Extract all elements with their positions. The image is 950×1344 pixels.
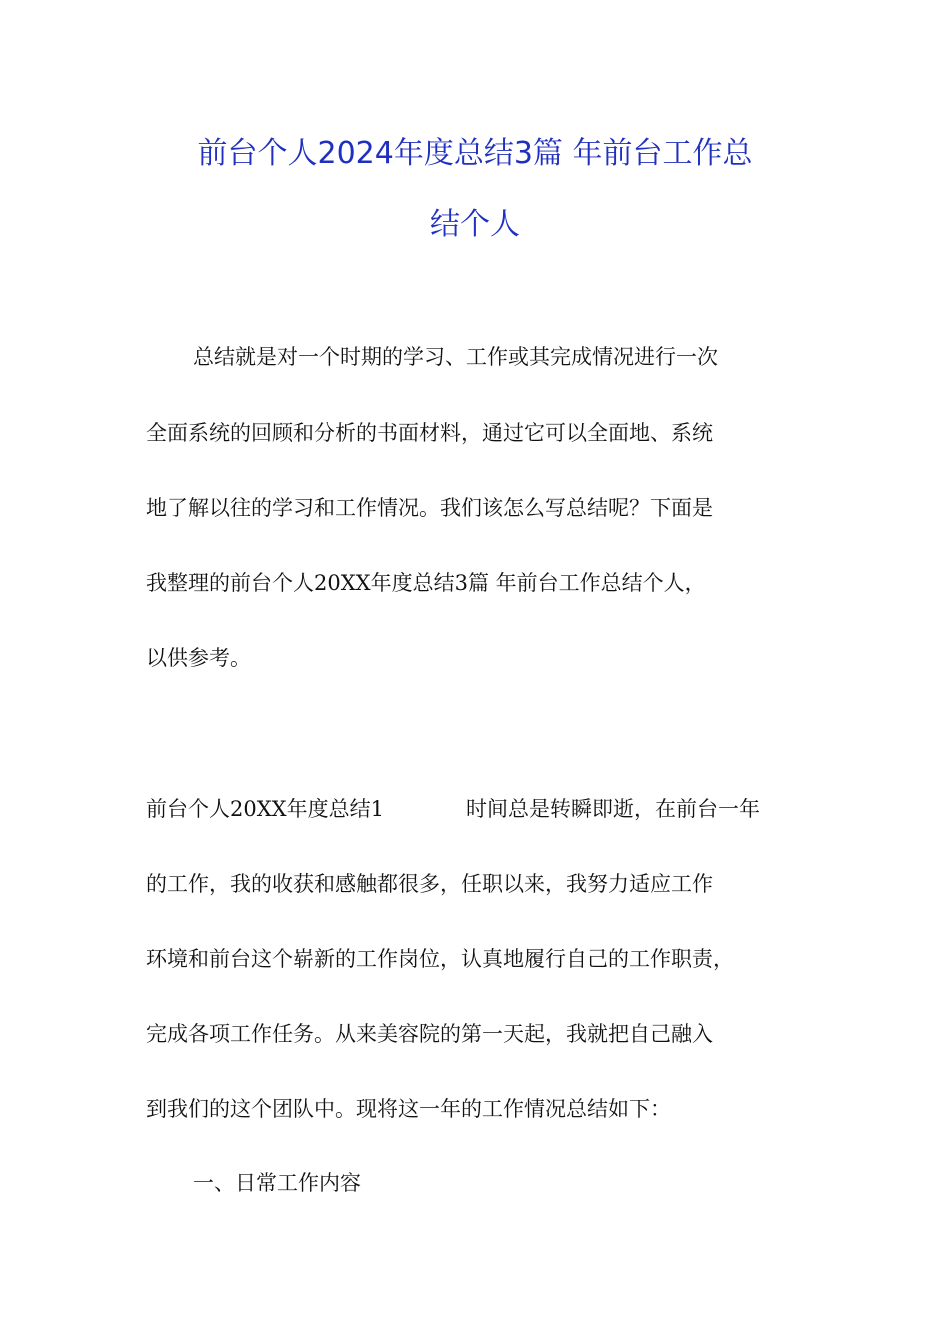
section-1-line-4: 完成各项工作任务。从来美容院的第一天起，我就把自己融入 bbox=[146, 1022, 713, 1046]
intro-line-2: 全面系统的回顾和分析的书面材料，通过它可以全面地、系统 bbox=[146, 421, 713, 445]
document-title-line-1: 前台个人2024年度总结3篇 年前台工作总 bbox=[197, 136, 753, 171]
document-title-line-2: 结个人 bbox=[430, 207, 520, 242]
section-1-line-1: 时间总是转瞬即逝，在前台一年 bbox=[466, 797, 760, 821]
section-1-line-2: 的工作，我的收获和感触都很多，任职以来，我努力适应工作 bbox=[146, 872, 713, 896]
section-1-line-5: 到我们的这个团队中。现将这一年的工作情况总结如下： bbox=[146, 1097, 671, 1121]
section-1-line-3: 环境和前台这个崭新的工作岗位，认真地履行自己的工作职责， bbox=[146, 947, 734, 971]
subheading-daily-work: 一、日常工作内容 bbox=[193, 1171, 361, 1195]
intro-line-3: 地了解以往的学习和工作情况。我们该怎么写总结呢？下面是 bbox=[146, 496, 713, 520]
intro-line-4: 我整理的前台个人20XX年度总结3篇 年前台工作总结个人， bbox=[146, 571, 706, 595]
section-1-heading: 前台个人20XX年度总结1 bbox=[146, 797, 384, 821]
intro-line-5: 以供参考。 bbox=[146, 646, 251, 670]
intro-line-1: 总结就是对一个时期的学习、工作或其完成情况进行一次 bbox=[193, 345, 718, 369]
